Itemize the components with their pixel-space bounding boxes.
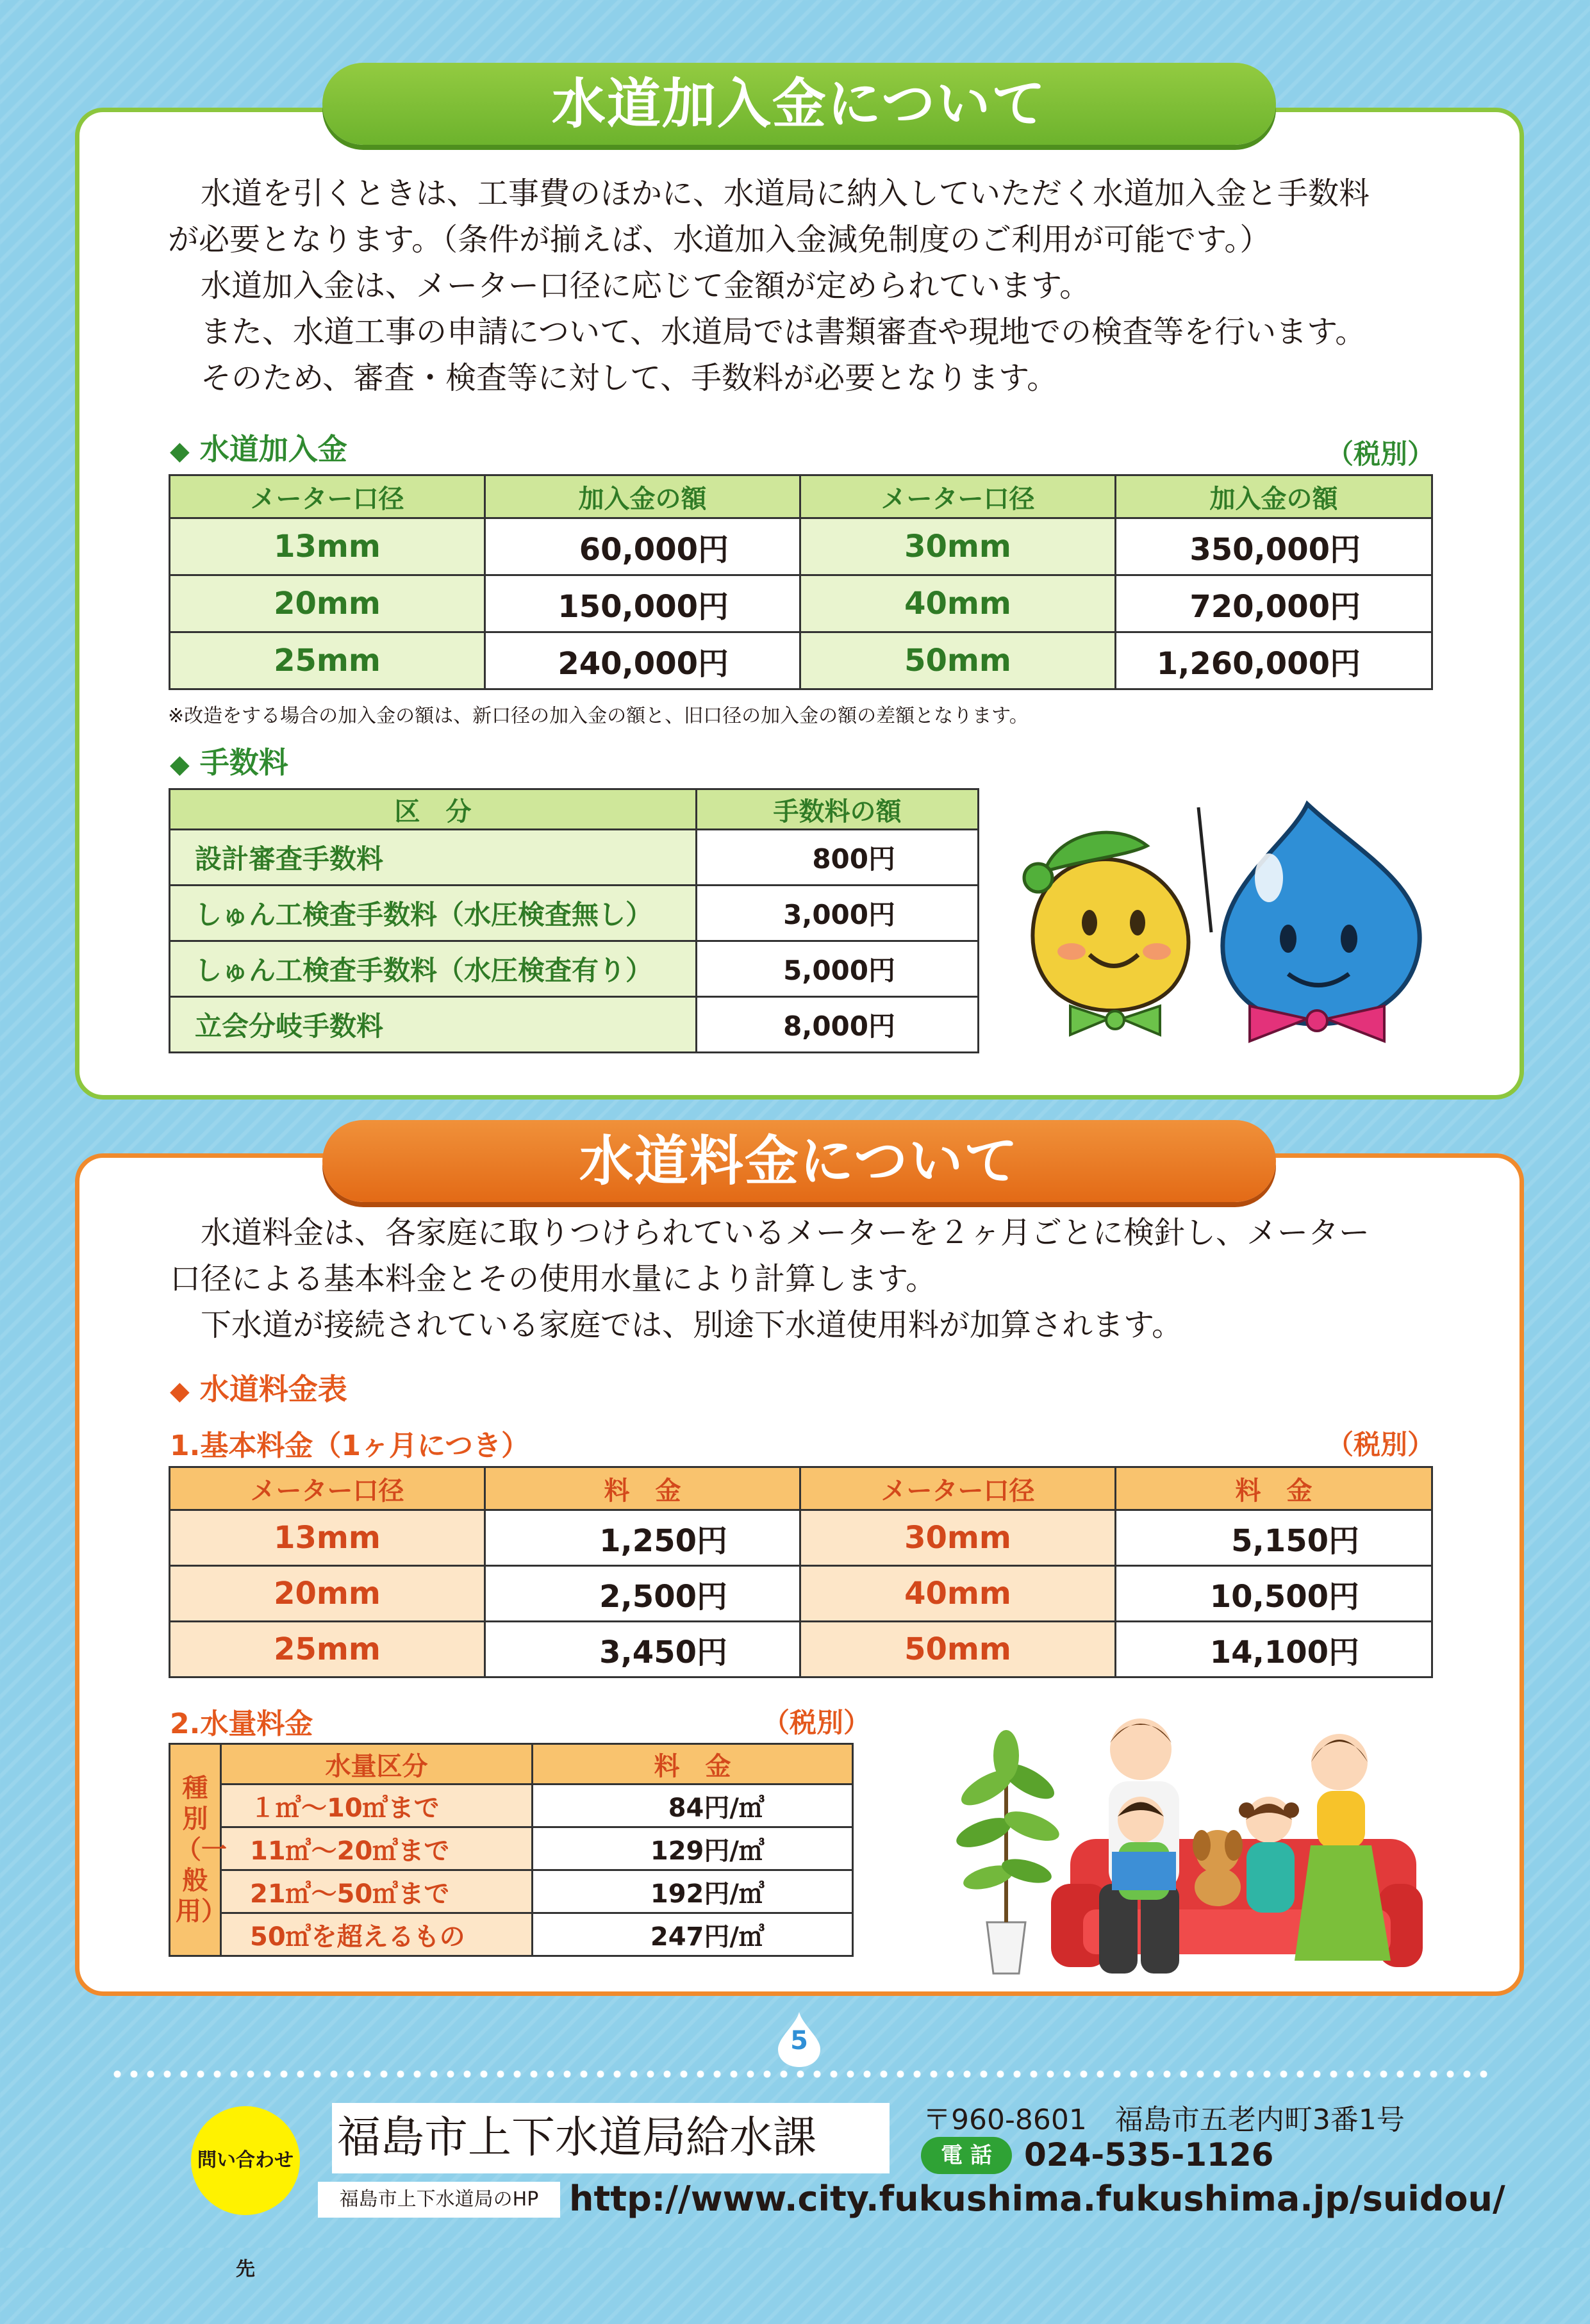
rate-cell: 192円/㎥ [533,1870,853,1913]
volume-rate-table [169,1743,854,1957]
website-link[interactable]: http://www.city.fukushima.fukushima.jp/suidou/ [569,2179,1505,2219]
table-row [170,632,1432,689]
meter-size-cell: 20mm [170,1566,485,1622]
column-header: メーター口径 [800,475,1116,518]
category-side-label: 種別（一般用） [170,1744,221,1956]
fee-cell: 60,000円 [485,518,800,575]
intro-line: そのため、審査・検査等に対して、手数料が必要となります。 [170,360,1058,396]
volume-rate-heading: 2.水量料金 [170,1708,313,1740]
intro-line: 水道を引くときは、工事費のほかに、水道局に納入していただく水道加入金と手数料 [170,176,1370,211]
volume-range-cell: 11㎥～20㎥まで [221,1827,533,1870]
rate-cell: 129円/㎥ [533,1827,853,1870]
column-header: 手数料の額 [697,789,979,830]
basic-rate-table [169,1466,1433,1678]
rate-cell: 5,150円 [1116,1510,1432,1566]
handling-charge-table [169,788,979,1053]
charge-cell: 8,000円 [697,997,979,1053]
volume-range-cell: 50㎥を超えるもの [221,1913,533,1956]
rate-cell: 14,100円 [1116,1622,1432,1677]
table-row [170,1827,853,1870]
column-header: メーター口径 [800,1467,1116,1510]
meter-size-cell: 13mm [170,518,485,575]
table-header-row [170,475,1432,518]
intro-line: また、水道工事の申請について、水道局では書類審査や現地での検査等を行います。 [170,314,1366,350]
tax-note: （税別） [1327,438,1435,470]
category-cell: しゅん工検査手数料（水圧検査無し） [170,886,697,941]
fee-cell: 720,000円 [1116,575,1432,632]
inquiry-badge: 問い合わせ先 [191,2106,300,2215]
table-row [170,886,979,941]
diamond-icon: ◆ [170,1376,190,1406]
table-header-row [170,1467,1432,1510]
charge-cell: 3,000円 [697,886,979,941]
table-header-row [170,1744,853,1784]
section-title-water-rates: 水道料金について [322,1120,1276,1202]
fee-cell: 350,000円 [1116,518,1432,575]
tel-label: 電 話 [921,2137,1012,2174]
page-number: 5 [790,2026,808,2056]
rate-cell: 3,450円 [485,1622,800,1677]
connection-fee-table [169,474,1433,690]
homepage-label: 福島市上下水道局のHP [318,2182,560,2218]
meter-size-cell: 50mm [800,1622,1116,1677]
connection-fee-intro [170,170,1452,401]
table-row [170,1510,1432,1566]
column-header: 料 金 [485,1467,800,1510]
connection-fee-heading: ◆ 水道加入金 [170,432,347,466]
charge-cell: 800円 [697,830,979,886]
table-row [170,830,979,886]
table-row [170,1784,853,1827]
table-header-row [170,789,979,830]
rate-cell: 84円/㎥ [533,1784,853,1827]
department-name: 福島市上下水道局給水課 [332,2103,890,2173]
table-row [170,941,979,997]
table-row [170,1622,1432,1677]
family-illustration [948,1692,1423,1986]
meter-size-cell: 13mm [170,1510,485,1566]
rate-cell: 10,500円 [1116,1566,1432,1622]
category-cell: 設計審査手数料 [170,830,697,886]
column-header: 区 分 [170,789,697,830]
table-row [170,1913,853,1956]
meter-size-cell: 40mm [800,575,1116,632]
volume-range-cell: 21㎥～50㎥まで [221,1870,533,1913]
meter-size-cell: 25mm [170,632,485,689]
charge-heading: ◆ 手数料 [170,745,288,780]
fee-cell: 150,000円 [485,575,800,632]
potted-plant [953,1730,1063,1974]
meter-size-cell: 40mm [800,1566,1116,1622]
column-header: 水量区分 [221,1744,533,1784]
tax-note: （税別） [763,1707,871,1738]
intro-line: 水道加入金は、メーター口径に応じて金額が定められています。 [170,268,1091,304]
table-row [170,518,1432,575]
girl [1239,1797,1299,1913]
diamond-icon: ◆ [170,436,190,466]
column-header: 料 金 [1116,1467,1432,1510]
rate-cell: 2,500円 [485,1566,800,1622]
meter-size-cell: 25mm [170,1622,485,1677]
phone-number: 024-535-1126 [1024,2136,1274,2173]
meter-size-cell: 50mm [800,632,1116,689]
intro-line: 水道料金は、各家庭に取りつけられているメーターを２ヶ月ごとに検針し、メーター [170,1215,1370,1251]
meter-size-cell: 30mm [800,1510,1116,1566]
volume-range-cell: １㎥～10㎥まで [221,1784,533,1827]
section-title-connection-fee: 水道加入金について [322,63,1276,145]
column-header: 料 金 [533,1744,853,1784]
peach-mascot [1024,832,1188,1035]
column-header: メーター口径 [170,475,485,518]
table-row [170,997,979,1053]
rate-cell: 247円/㎥ [533,1913,853,1956]
rate-cell: 1,250円 [485,1510,800,1566]
tax-note: （税別） [1327,1429,1435,1460]
basic-rate-heading: 1.基本料金（1ヶ月につき） [170,1430,530,1462]
meter-size-cell: 20mm [170,575,485,632]
table-row [170,1566,1432,1622]
fee-cell: 240,000円 [485,632,800,689]
footnote: ※改造をする場合の加入金の額は、新口径の加入金の額と、旧口径の加入金の額の差額となります。 [168,705,1029,727]
dotted-divider [109,2070,1493,2079]
intro-line: が必要となります。（条件が揃えば、水道加入金減免制度のご利用が可能です。） [168,222,1271,258]
water-rate-intro [170,1210,1452,1348]
category-cell: しゅん工検査手数料（水圧検査有り） [170,941,697,997]
mascot-illustration [1000,795,1442,1051]
charge-cell: 5,000円 [697,941,979,997]
pointer-stick [1198,807,1211,932]
column-header: 加入金の額 [1116,475,1432,518]
intro-line: 口径による基本料金とその使用水量により計算します。 [170,1261,937,1297]
postal-address: 〒960-8601 福島市五老内町3番1号 [923,2104,1405,2136]
meter-size-cell: 30mm [800,518,1116,575]
intro-line: 下水道が接続されている家庭では、別途下水道使用料が加算されます。 [170,1307,1183,1343]
fee-cell: 1,260,000円 [1116,632,1432,689]
category-cell: 立会分岐手数料 [170,997,697,1053]
table-row [170,1870,853,1913]
table-row [170,575,1432,632]
column-header: メーター口径 [170,1467,485,1510]
water-drop-mascot [1223,804,1420,1041]
diamond-icon: ◆ [170,750,190,779]
column-header: 加入金の額 [485,475,800,518]
rate-table-heading: ◆ 水道料金表 [170,1372,347,1406]
